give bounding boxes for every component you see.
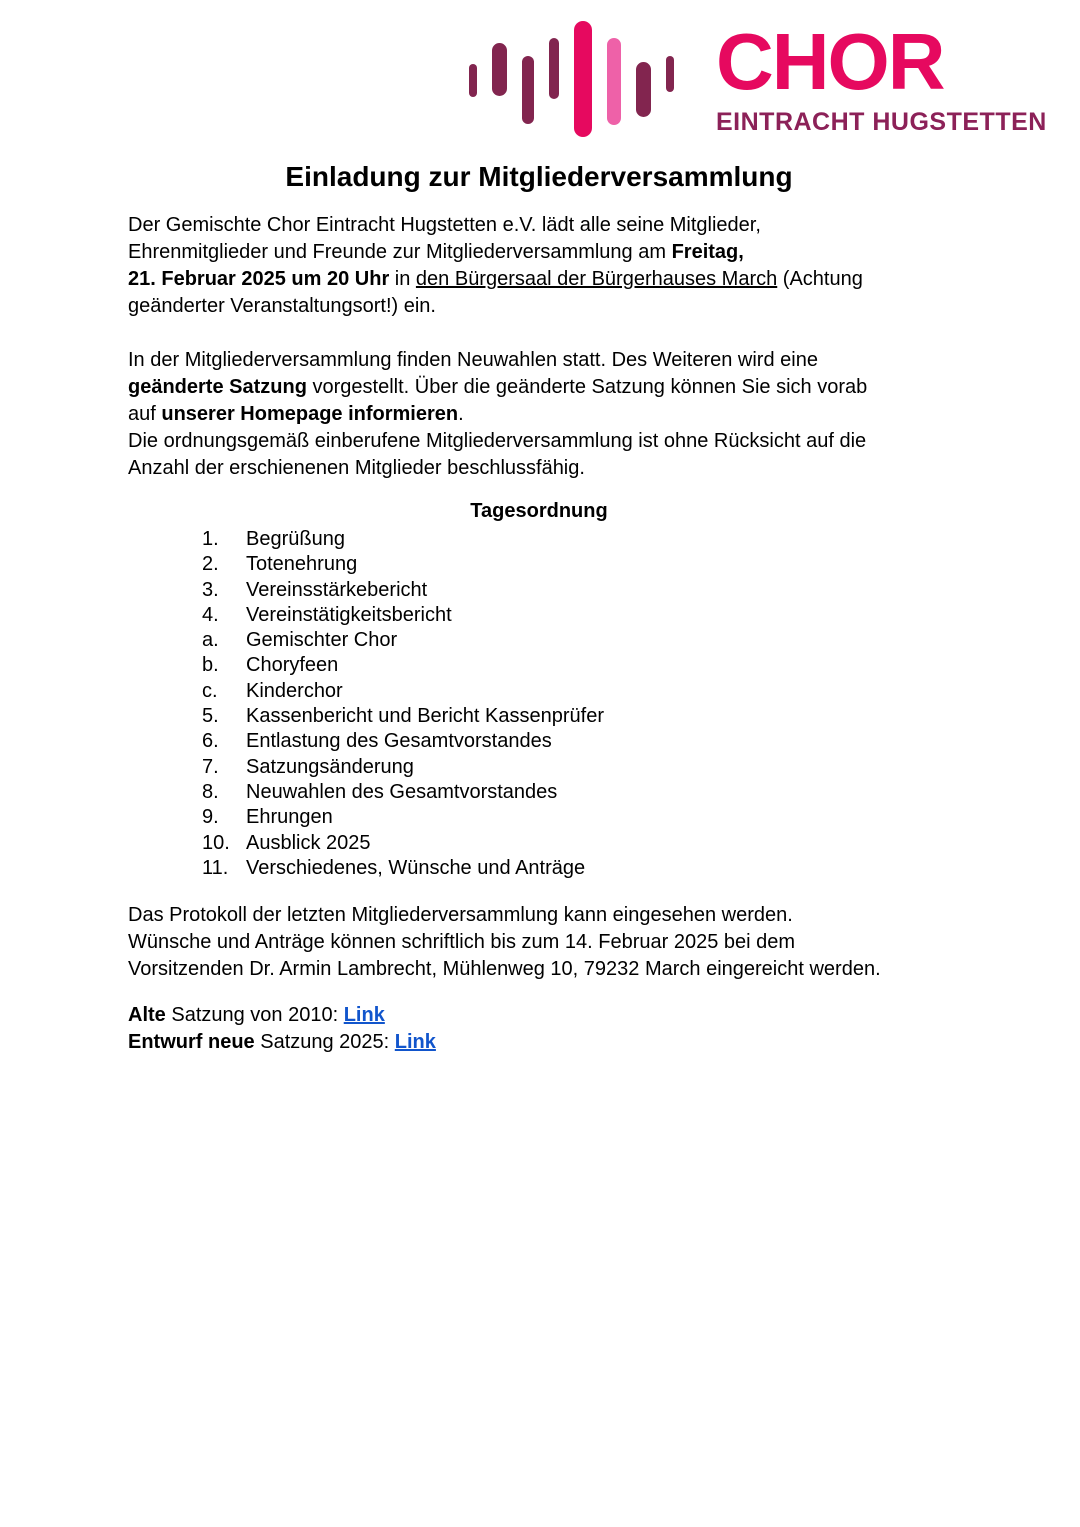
agenda-item-marker: 5. — [202, 705, 219, 728]
waveform-bar — [549, 38, 559, 99]
waveform-bar — [469, 64, 477, 97]
agenda-item-label: Kinderchor — [246, 679, 343, 702]
waveform-bar — [574, 21, 592, 137]
text-segment: In der Mitgliederversammlung finden Neuwahlen statt. Des Weiteren wird eine — [128, 349, 818, 371]
text-line — [128, 374, 1040, 401]
satzung-link[interactable]: Link — [394, 1031, 436, 1054]
text-line — [128, 266, 1040, 293]
document-content — [0, 161, 1080, 1056]
agenda-item-marker: a. — [202, 629, 219, 652]
choir-logo — [469, 16, 1047, 137]
logo-text-block — [716, 16, 1047, 137]
agenda-item-marker: 9. — [202, 806, 219, 829]
agenda-item-marker: b. — [202, 654, 219, 677]
agenda-item — [202, 755, 1040, 780]
agenda-item-marker: 3. — [202, 578, 219, 601]
text-line — [128, 239, 1040, 266]
agenda-item-label: Kassenbericht und Bericht Kassenprüfer — [246, 705, 604, 728]
text-segment: Satzung von 2010: — [165, 1004, 344, 1027]
agenda-item-label: Neuwahlen des Gesamtvorstandes — [246, 780, 558, 803]
agenda-item — [202, 603, 1040, 628]
agenda-item — [202, 780, 1040, 805]
text-segment: Vorsitzenden Dr. Armin Lambrecht, Mühlenweg 10, 79232 March eingereicht werden. — [128, 958, 881, 981]
text-segment: Satzung 2025: — [254, 1031, 395, 1054]
logo-subtitle-text: EINTRACHT HUGSTETTEN — [716, 107, 1047, 136]
agenda-item — [202, 856, 1040, 881]
text-segment: geänderter Veranstaltungsort!) ein. — [128, 295, 436, 317]
agenda-item — [202, 527, 1040, 552]
agenda-item — [202, 704, 1040, 729]
agenda-item-marker: 1. — [202, 528, 219, 550]
agenda-item-label: Satzungsänderung — [246, 755, 414, 778]
satzung-links — [128, 1002, 1040, 1056]
agenda-item-marker: 7. — [202, 755, 219, 778]
agenda-list — [128, 527, 1040, 881]
agenda-item-label: Ausblick 2025 — [246, 831, 371, 854]
agenda-item-label: Begrüßung — [246, 528, 345, 550]
agenda-item-label: Ehrungen — [246, 806, 333, 829]
text-segment: Wünsche und Anträge können schriftlich bis zum 14. Februar 2025 bei dem — [128, 931, 796, 954]
waveform-bar — [636, 62, 651, 117]
text-segment: vorgestellt. Über die geänderte Satzung können Sie sich vorab — [306, 376, 868, 398]
document-title: Einladung zur Mitgliederversammlung — [285, 161, 793, 192]
text-segment: Entwurf neue — [128, 1031, 255, 1054]
text-segment: Der Gemischte Chor Eintracht Hugstetten e.V. lädt alle seine Mitglieder, — [128, 214, 761, 236]
text-segment: (Achtung — [777, 268, 863, 290]
waveform-bar — [607, 38, 621, 125]
closing-paragraph — [128, 902, 1040, 983]
text-segment: 21. Februar 2025 um 20 Uhr — [128, 268, 390, 290]
agenda-item-label: Entlastung des Gesamtvorstandes — [246, 730, 552, 753]
agenda-item-label: Choryfeen — [246, 654, 339, 677]
text-segment: Das Protokoll der letzten Mitgliederversammlung kann eingesehen werden. — [128, 904, 793, 927]
agenda-item-label: Vereinstätigkeitsbericht — [246, 603, 452, 626]
agenda-item-label: Verschiedenes, Wünsche und Anträge — [246, 856, 586, 879]
intro-paragraph — [128, 212, 1040, 320]
agenda-item — [202, 679, 1040, 704]
text-line — [128, 929, 1040, 956]
waveform-bar — [522, 56, 534, 124]
agenda-item-marker: 8. — [202, 780, 219, 803]
agenda-item-marker: 11. — [202, 856, 229, 879]
text-segment: in — [389, 268, 416, 290]
text-segment: Die ordnungsgemäß einberufene Mitgliederversammlung ist ohne Rücksicht auf die — [128, 430, 867, 452]
agenda-heading: Tagesordnung — [470, 500, 608, 522]
text-segment: geänderte Satzung — [128, 376, 307, 398]
text-line — [128, 293, 1040, 320]
waveform-icon — [469, 21, 674, 137]
agenda-item — [202, 831, 1040, 856]
text-line — [128, 212, 1040, 239]
agenda-item-marker: c. — [202, 679, 218, 702]
text-line — [128, 347, 1040, 374]
agenda-item-marker: 2. — [202, 553, 219, 576]
waveform-bar — [492, 43, 507, 96]
text-line — [128, 1029, 1040, 1056]
text-line — [128, 956, 1040, 983]
agenda-item — [202, 729, 1040, 754]
agenda-item-marker: 10. — [202, 831, 230, 854]
agenda-item — [202, 578, 1040, 603]
logo-brand-text: CHOR — [716, 16, 944, 106]
text-segment: . — [458, 403, 464, 425]
text-line — [128, 1002, 1040, 1029]
agenda-item-marker: 4. — [202, 603, 219, 626]
agenda-item-label: Vereinsstärkebericht — [246, 578, 428, 601]
text-segment: den Bürgersaal der Bürgerhauses March — [415, 268, 778, 290]
agenda-item-label: Totenehrung — [246, 553, 358, 576]
info-paragraph — [128, 347, 1040, 482]
agenda-item-marker: 6. — [202, 730, 219, 753]
text-line — [128, 428, 1040, 455]
agenda-item — [202, 552, 1040, 577]
waveform-bar — [666, 56, 674, 92]
text-segment: Anzahl der erschienenen Mitglieder beschlussfähig. — [128, 457, 585, 479]
text-segment: Ehrenmitglieder und Freunde zur Mitgliederversammlung am — [128, 241, 672, 263]
agenda-item — [202, 805, 1040, 830]
text-segment: Freitag, — [671, 241, 744, 263]
agenda-item-label: Gemischter Chor — [246, 629, 398, 652]
text-line — [128, 902, 1040, 929]
text-segment: auf — [128, 403, 162, 425]
text-line — [128, 455, 1040, 482]
agenda-item — [202, 628, 1040, 653]
text-segment: unserer Homepage informieren — [161, 403, 459, 425]
text-line — [128, 401, 1040, 428]
text-segment: Alte — [128, 1004, 166, 1027]
agenda-item — [202, 653, 1040, 678]
satzung-link[interactable]: Link — [343, 1004, 385, 1027]
